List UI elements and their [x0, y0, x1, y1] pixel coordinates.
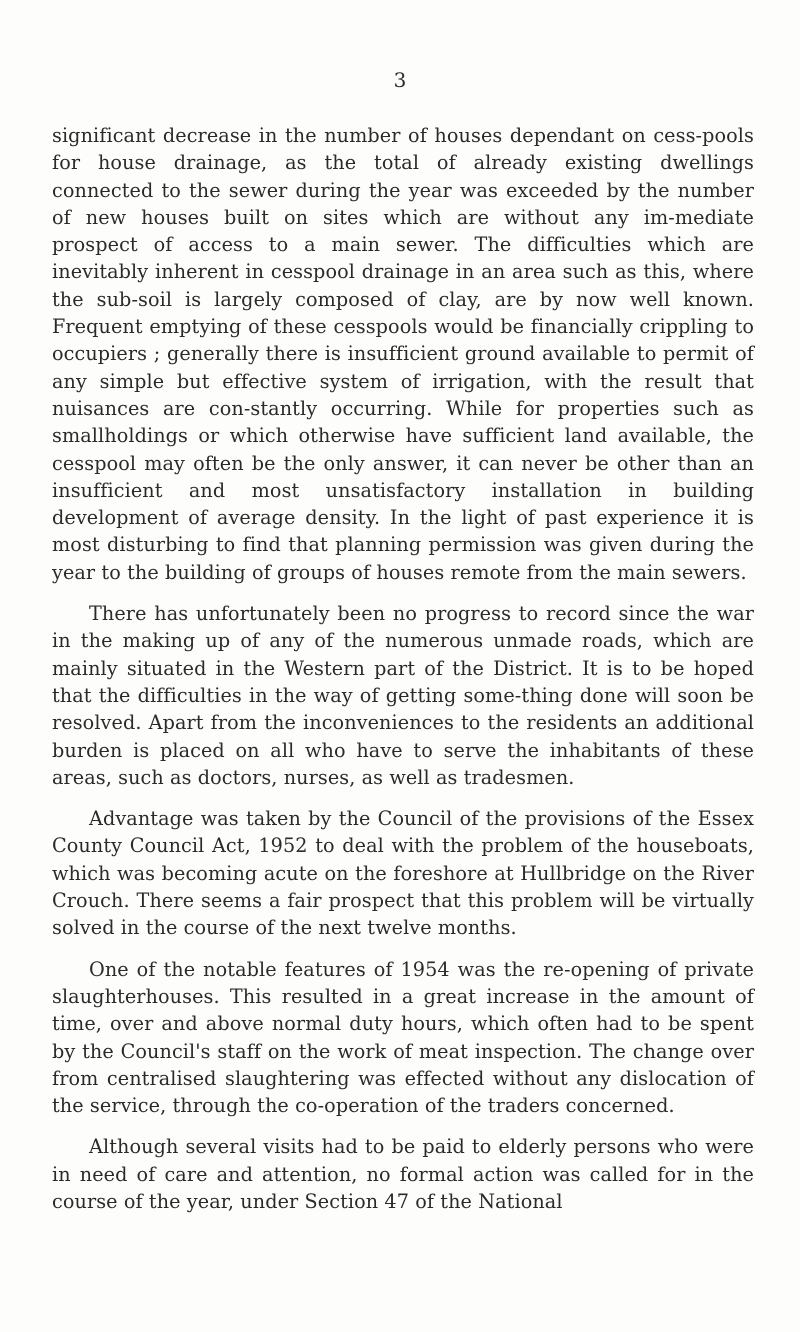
paragraph-elderly-persons: Although several visits had to be paid to elderly persons who were in need of care and attention, no formal action was called for in the course of the year, under Section 47 of the National — [52, 1135, 754, 1213]
paragraph-cesspool-drainage: significant decrease in the number of houses dependant on cess-pools for house drainage, as the total of already existing dwellings connected to the sewer during the year was exceeded by the number of new houses built on sites which are without any im-mediate prospect of access to a main sewer. The difficulties which are inevitably inherent in cesspool drainage in an area such as this, where the sub-soil is largely composed of clay, are by now well known. Frequent emptying of these cesspools would be financially crippling to occupiers ; generally there is insufficient ground available to permit of any simple but effective system of irrigation, with the result that nuisances are con-stantly occurring. While for properties such as smallholdings or which otherwise have sufficient land available, the cesspool may often be the only answer, it can never be other than an insufficient and most unsatisfactory installation in building development of average density. In the light of past experience it is most disturbing to find that planning permission was given during the year to the building of groups of houses remote from the main sewers. — [52, 124, 754, 584]
paragraph-houseboats: Advantage was taken by the Council of the provisions of the Essex County Council Act, 1952 to deal with the problem of the houseboats, which was becoming acute on the foreshore at Hullbridge on the River Crouch. There seems a fair prospect that this problem will be virtually solved in the course of the next twelve months. — [52, 807, 754, 940]
paragraph-unmade-roads: There has unfortunately been no progress to record since the war in the making up of any of the numerous unmade roads, which are mainly situated in the Western part of the District. It is to be hoped that the difficulties in the way of getting some-thing done will soon be resolved. Apart from the inconveniences to the residents an additional burden is placed on all who have to serve the inhabitants of these areas, such as doctors, nurses, as well as tradesmen. — [52, 602, 754, 789]
page-number: 3 — [393, 68, 407, 92]
body-text — [52, 122, 754, 1215]
paragraph-slaughterhouses: One of the notable features of 1954 was the re-opening of private slaughterhouses. This resulted in a great increase in the amount of time, over and above normal duty hours, which often had to be spent by the Council's staff on the work of meat inspection. The change over from centralised slaughtering was effected without any dislocation of the service, through the co-operation of the traders concerned. — [52, 957, 754, 1118]
